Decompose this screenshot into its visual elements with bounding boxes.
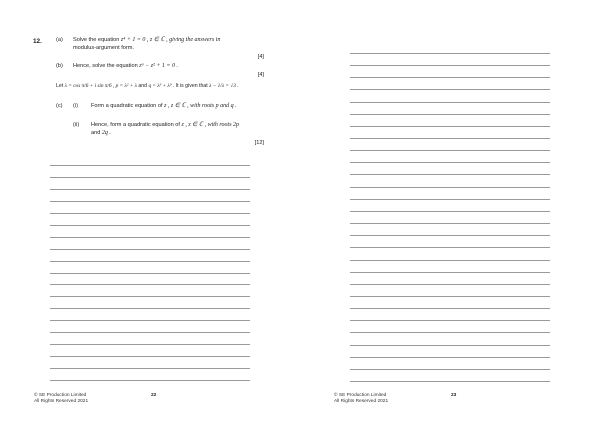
part-c-i-text xyxy=(91,103,266,111)
part-a-text-2: modulus-argument form. xyxy=(73,44,134,51)
left-footer-copyright: © SE Production Limited xyxy=(34,393,87,398)
answer-line xyxy=(350,77,550,78)
question-number: 12. xyxy=(33,38,42,45)
answer-line xyxy=(50,308,250,309)
right-footer xyxy=(334,393,388,405)
part-c-ii-math: z , z ∈ ℂ , with roots 2p xyxy=(181,122,240,128)
right-page xyxy=(300,0,600,424)
part-b-text-1: Hence, solve the equation xyxy=(73,63,138,69)
answer-line xyxy=(350,272,550,273)
answer-line xyxy=(350,162,550,163)
answer-line xyxy=(350,199,550,200)
left-page-number: 22 xyxy=(151,393,157,398)
answer-line xyxy=(350,150,550,151)
answer-line xyxy=(50,368,250,369)
part-a-math: z⁴ + 1 = 0 , z ∈ ℂ , giving the answers in xyxy=(120,37,221,43)
answer-line xyxy=(50,273,250,274)
part-c-i-label: (i) xyxy=(73,103,78,109)
answer-line xyxy=(350,247,550,248)
answer-line xyxy=(350,308,550,309)
answer-line xyxy=(350,381,550,382)
let-math-1: λ = cos π/6 + i sin π/6 , p = λ² + λ xyxy=(64,83,137,89)
part-c-i-text-1: Form a quadratic equation of xyxy=(91,103,163,109)
answer-line xyxy=(50,380,250,381)
right-footer-copyright: © SE Production Limited xyxy=(334,393,387,398)
answer-line xyxy=(350,89,550,90)
answer-line xyxy=(50,213,250,214)
part-a-text xyxy=(73,37,263,52)
part-a-label: (a) xyxy=(56,37,63,43)
answer-line xyxy=(350,235,550,236)
part-c-ii-label: (ii) xyxy=(73,122,80,128)
answer-line xyxy=(50,177,250,178)
part-c-ii-math-2: 2q . xyxy=(101,129,111,136)
answer-line xyxy=(50,249,250,250)
answer-line xyxy=(350,102,550,103)
answer-line xyxy=(350,345,550,346)
answer-line xyxy=(50,261,250,262)
answer-line xyxy=(50,189,250,190)
part-c-ii-text-2: and xyxy=(91,129,101,136)
answer-line xyxy=(50,165,250,166)
answer-line xyxy=(350,211,550,212)
answer-line xyxy=(50,332,250,333)
part-c-label: (c) xyxy=(56,103,63,109)
part-c-ii-text xyxy=(91,122,266,137)
answer-line xyxy=(50,296,250,297)
answer-line xyxy=(50,356,250,357)
part-a-marks: [4] xyxy=(257,54,264,60)
answer-line xyxy=(350,174,550,175)
part-b-text xyxy=(73,63,263,71)
left-answer-lines xyxy=(50,165,250,380)
answer-line xyxy=(350,357,550,358)
right-answer-lines xyxy=(350,53,550,381)
answer-line xyxy=(350,320,550,321)
right-footer-rights: All Rights Reserved 2021 xyxy=(334,399,389,404)
answer-line xyxy=(350,223,550,224)
answer-line xyxy=(50,344,250,345)
answer-line xyxy=(50,237,250,238)
answer-line xyxy=(350,284,550,285)
answer-line xyxy=(350,138,550,139)
left-footer xyxy=(34,393,88,405)
answer-line xyxy=(50,225,250,226)
let-text-2: and xyxy=(138,83,147,89)
let-statement xyxy=(56,83,271,91)
answer-line xyxy=(350,332,550,333)
answer-line xyxy=(350,126,550,127)
answer-line xyxy=(50,284,250,285)
answer-line xyxy=(350,114,550,115)
part-c-marks: [12] xyxy=(254,140,264,146)
answer-line xyxy=(50,201,250,202)
answer-line xyxy=(350,369,550,370)
let-math-3: λ − 1/λ = √3 . xyxy=(209,83,239,89)
answer-line xyxy=(50,320,250,321)
left-footer-rights: All Rights Reserved 2021 xyxy=(34,399,89,404)
part-b-math: z⁶ − z² + 1 = 0 . xyxy=(139,63,178,69)
part-c-i-math: z , z ∈ ℂ , with roots p and q . xyxy=(164,103,237,109)
part-b-label: (b) xyxy=(56,63,63,69)
part-c-ii-text-1: Hence, form a quadratic equation of xyxy=(91,122,180,128)
let-math-2: q = λ³ + λ⁹ . xyxy=(148,83,175,89)
right-page-number: 23 xyxy=(451,393,457,398)
part-b-marks: [4] xyxy=(257,72,264,78)
let-text-1: Let xyxy=(56,83,64,89)
part-a-text-1: Solve the equation xyxy=(73,37,120,43)
answer-line xyxy=(350,187,550,188)
let-text-3: It is given that xyxy=(175,83,208,89)
answer-line xyxy=(350,65,550,66)
answer-line xyxy=(350,53,550,54)
answer-line xyxy=(350,296,550,297)
answer-line xyxy=(350,260,550,261)
